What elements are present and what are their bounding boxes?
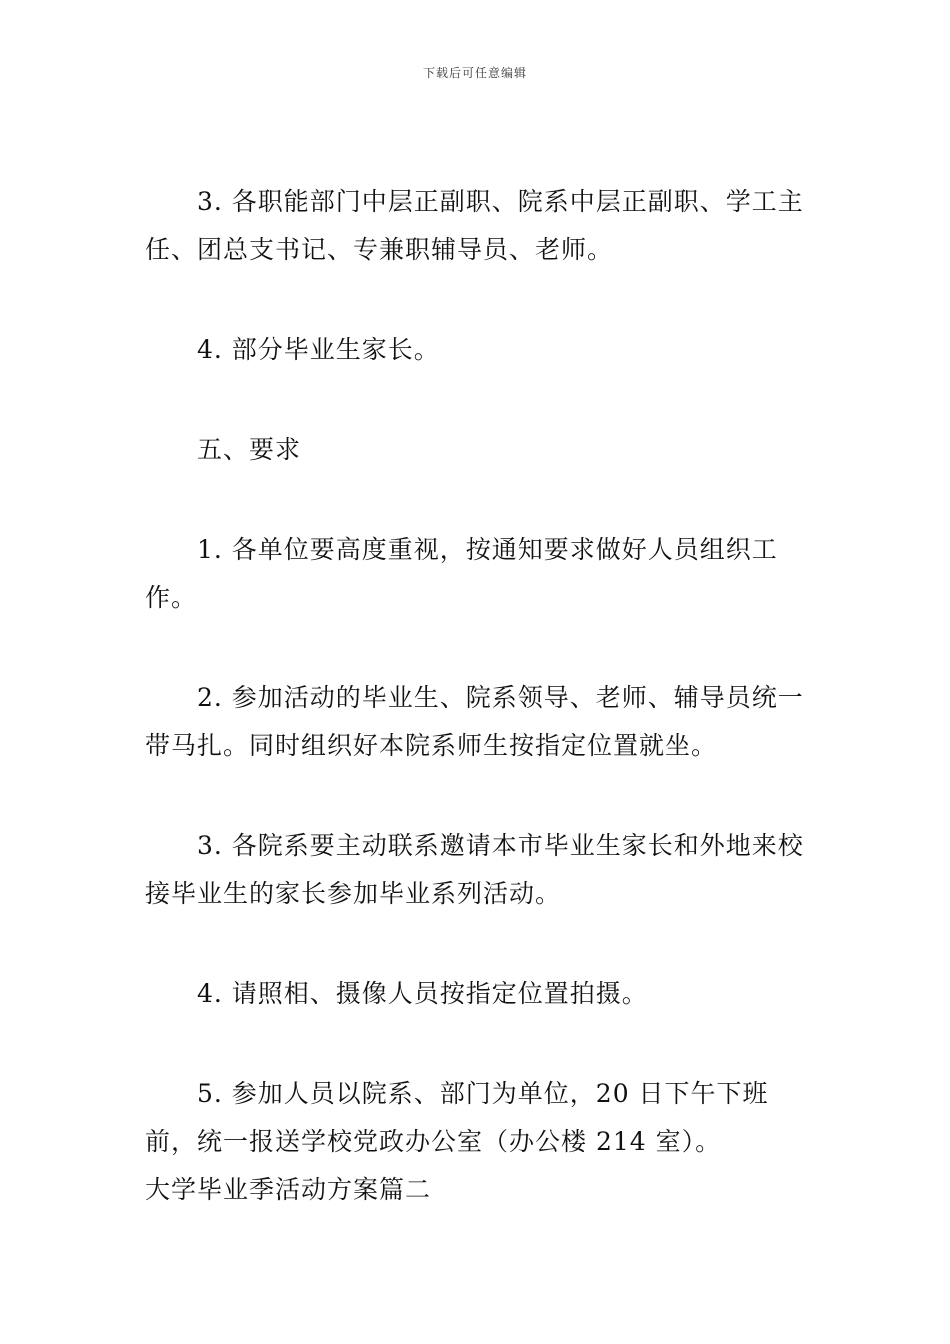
requirement-item-4: 4. 请照相、摄像人员按指定位置拍摄。 (197, 979, 648, 1008)
paragraph-attendees-parents: 4. 部分毕业生家长。 (197, 335, 440, 364)
requirement-item-3: 3. 各院系要主动联系邀请本市毕业生家长和外地来校接毕业生的家长参加毕业系列活动。 (145, 831, 804, 908)
section-title-requirements: 五、要求 (197, 435, 302, 464)
requirement-item-5: 5. 参加人员以院系、部门为单位，20 日下午下班前，统一报送学校党政办公室（办公楼 214 室）。 (145, 1079, 769, 1156)
requirement-item-1: 1. 各单位要高度重视，按通知要求做好人员组织工作。 (145, 535, 778, 612)
next-section-heading: 大学毕业季活动方案篇二 (145, 1175, 432, 1204)
page-header: 下载后可任意编辑 (422, 66, 527, 80)
requirement-item-2: 2. 参加活动的毕业生、院系领导、老师、辅导员统一带马扎。同时组织好本院系师生按指定位置就坐。 (145, 683, 804, 760)
paragraph-attendees-staff: 3. 各职能部门中层正副职、院系中层正副职、学工主任、团总支书记、专兼职辅导员、老师。 (145, 187, 804, 264)
document-body (145, 178, 810, 1214)
